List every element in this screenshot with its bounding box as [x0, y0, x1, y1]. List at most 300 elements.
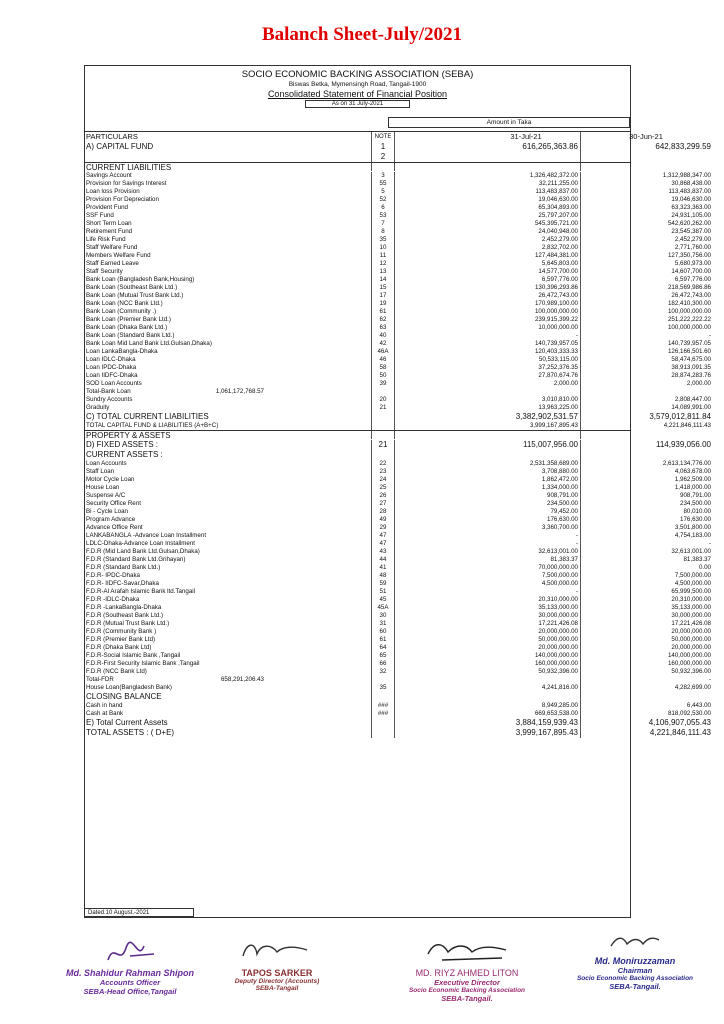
table-row: [84, 324, 711, 332]
row-jul-value: 2,832,702.00: [541, 244, 578, 251]
row-particular: Loan Accounts: [86, 460, 127, 467]
row-note: 49: [371, 516, 395, 524]
row-particular: Advance Office Rent: [86, 524, 143, 531]
row-particular: Bank Loan (Community .): [86, 308, 157, 315]
table-row: [84, 572, 711, 580]
row-jul-value: 908,791.00: [547, 492, 578, 499]
row-jun-value: 642,833,299.59: [580, 142, 711, 152]
row-jun-value: 2,771,760.00: [580, 244, 711, 252]
row-particular: Motor Cycle Loan: [86, 476, 135, 483]
row-jun-value: 50,932,396.00: [580, 668, 711, 676]
table-row: [84, 440, 711, 450]
row-particular: Bank Loan Mid Land Bank Ltd.Gulsan,Dhaka): [86, 340, 212, 347]
table-row: [84, 508, 711, 516]
org-address: Biswas Betka, Mymensingh Road, Tangail-1900: [288, 81, 427, 88]
signer-title: Accounts Officer: [99, 978, 161, 987]
table-row: [84, 316, 711, 324]
row-particular: D) FIXED ASSETS :: [86, 440, 159, 449]
table-row: [84, 308, 711, 316]
table-row: [84, 236, 711, 244]
handwritten-signature-icon: [422, 938, 512, 968]
row-particular: PROPERTY & ASSETS: [86, 431, 171, 440]
row-jul-value: -: [575, 540, 578, 547]
row-jul-value: 616,265,363.86: [522, 142, 578, 151]
as-on-date: As on 31 July-2021: [305, 100, 410, 108]
row-note: 11: [371, 252, 395, 260]
row-note: 35: [371, 684, 395, 692]
row-jun-value: 80,010.00: [580, 508, 711, 516]
row-jun-value: 542,620,262.00: [580, 220, 711, 228]
row-note: 55: [371, 180, 395, 188]
table-row: [84, 588, 711, 596]
row-particular: Staff Security: [86, 268, 123, 275]
row-particular: F.D.R -LankaBangla-Dhaka: [86, 604, 162, 611]
signer-place-2: SEBA-Tangail.: [441, 994, 493, 1003]
table-row: [84, 476, 711, 484]
row-note: 44: [371, 556, 395, 564]
row-particular: F.D.R-First Security Islamic Bank ,Tangail: [86, 660, 200, 667]
row-particular: Graduity: [86, 404, 110, 411]
row-particular: Program Advance: [86, 516, 136, 523]
row-note: 59: [371, 580, 395, 588]
table-row: [84, 300, 711, 308]
table-row: [84, 204, 711, 212]
table-row: [84, 276, 711, 284]
row-jul-value: 6,597,776.00: [541, 276, 578, 283]
statement-title: Consolidated Statement of Financial Position: [267, 89, 448, 99]
row-jun-value: 35,133,000.00: [580, 604, 711, 612]
table-row: [84, 348, 711, 356]
row-jun-value: [580, 692, 711, 702]
table-row: [84, 220, 711, 228]
row-jun-value: 2,613,134,776.00: [580, 460, 711, 468]
table-row: [84, 172, 711, 180]
row-particular: CURRENT ASSETS :: [86, 450, 163, 459]
row-jul-value: 669,653,538.00: [534, 710, 578, 717]
row-jun-value: 140,000,000.00: [580, 652, 711, 660]
row-particular: F.D.R (Community Bank ): [86, 628, 157, 635]
row-particular: Loan loss Provision: [86, 188, 140, 195]
row-jul-value: 115,007,956.00: [522, 440, 578, 449]
row-note: 21: [371, 404, 395, 412]
table-row: [84, 450, 631, 460]
table-row: [84, 692, 631, 702]
row-jul-value: 1,326,482,372.00: [529, 172, 578, 179]
row-jun-value: 20,000,000.00: [580, 644, 711, 652]
row-jul-value: 3,360,700.00: [541, 524, 578, 531]
row-note: [371, 718, 395, 728]
row-note: 41: [371, 564, 395, 572]
row-jun-value: 28,874,283.76: [580, 372, 711, 380]
row-note: 64: [371, 644, 395, 652]
row-jun-value: 2,452,279.00: [580, 236, 711, 244]
row-jun-value: 4,282,699.00: [580, 684, 711, 692]
row-note: 60: [371, 628, 395, 636]
signer-place: SEBA-Tangail: [255, 985, 299, 992]
row-note: [371, 412, 395, 422]
row-jul-value: 32,613,001.00: [538, 548, 578, 555]
table-row: [84, 292, 711, 300]
row-particular: House Loan(Bangladesh Bank): [86, 684, 172, 691]
table-row: [84, 142, 711, 152]
row-particular: F.D.R (Mutual Trust Bank Ltd.): [86, 620, 170, 627]
row-note: 12: [371, 260, 395, 268]
row-particular: Loan IPDC-Dhaka: [86, 364, 137, 371]
row-jun-value: 4,754,183.00: [580, 532, 711, 540]
table-row: [84, 492, 711, 500]
row-jul-value: 50,533,115.00: [538, 356, 578, 363]
row-jul-value: 1,334,000.00: [541, 484, 578, 491]
row-jul-value: 5,645,803.00: [541, 260, 578, 267]
row-jun-value: 1,418,000.00: [580, 484, 711, 492]
row-jul-value: 50,000,000.00: [538, 636, 578, 643]
row-jul-value: -: [575, 588, 578, 595]
row-jun-value: 81,383.37: [580, 556, 711, 564]
row-note: 6: [371, 204, 395, 212]
row-jun-value: 38,913,091.35: [580, 364, 711, 372]
row-jul-value: 3,010,810.00: [541, 396, 578, 403]
row-jul-value: 20,000,000.00: [538, 644, 578, 651]
row-particular: Staff Loan: [86, 468, 115, 475]
row-particular: F.D.R (NCC Bank Ltd): [86, 668, 147, 675]
row-note: 30: [371, 612, 395, 620]
table-row: [84, 644, 711, 652]
row-jul-value: 65,304,893.00: [538, 204, 578, 211]
row-particular: Provision for Savings Interest: [86, 180, 167, 187]
row-particular: TOTAL CAPITAL FUND & LIABILITIES (A+B+C): [86, 422, 219, 429]
row-jun-value: 24,931,105.00: [580, 212, 711, 220]
row-jul-value: 140,000,000.00: [534, 652, 578, 659]
row-particular: SSF Fund: [86, 212, 114, 219]
signer-name: Md. Shahidur Rahman Shipon: [66, 968, 194, 978]
row-particular: Staff Welfare Fund: [86, 244, 138, 251]
row-note: 13: [371, 268, 395, 276]
row-subtotal: 658,291,206.43: [220, 676, 264, 683]
table-row: [84, 404, 711, 412]
row-jun-value: 65,999,500.00: [580, 588, 711, 596]
row-jul-value: 127,484,381.00: [534, 252, 578, 259]
row-note: 20: [371, 396, 395, 404]
row-jun-value: 182,410,300.00: [580, 300, 711, 308]
row-jul-value: 25,797,207.00: [538, 212, 578, 219]
row-jun-value: 100,000,000.00: [580, 308, 711, 316]
handwritten-signature-icon: [100, 938, 160, 968]
table-row: [84, 252, 711, 260]
table-row: [84, 620, 711, 628]
row-note: 23: [371, 468, 395, 476]
row-jul-value: 37,252,376.35: [538, 364, 578, 371]
table-row: [84, 152, 631, 162]
table-row: [84, 188, 711, 196]
table-row: [84, 532, 711, 540]
row-jun-value: [580, 388, 711, 396]
row-particular: E) Total Current Assets: [86, 718, 168, 727]
handwritten-signature-icon: [605, 930, 665, 956]
row-particular: TOTAL ASSETS : ( D+E): [86, 728, 175, 737]
row-note: 8: [371, 228, 395, 236]
table-row: [84, 268, 711, 276]
row-note: 15: [371, 284, 395, 292]
row-note: 39: [371, 380, 395, 388]
row-particular: F.D.R (Southeast Bank Ltd.): [86, 612, 164, 619]
row-particular: Bank Loan (Bangladesh Bank,Housing): [86, 276, 195, 283]
signature-chairman: [560, 930, 710, 991]
row-jul-value: 79,452.00: [550, 508, 578, 515]
table-row: [84, 340, 711, 348]
row-note: 3: [371, 172, 395, 180]
col-particulars: PARTICULARS: [86, 132, 138, 141]
row-jun-value: 17,221,426.08: [580, 620, 711, 628]
row-jul-value: 4,500,000.00: [541, 580, 578, 587]
signer-title: Deputy Director (Accounts): [234, 978, 320, 985]
row-particular: House Loan: [86, 484, 120, 491]
row-jul-value: 3,708,880.00: [541, 468, 578, 475]
row-note: 10: [371, 244, 395, 252]
row-subtotal: 1,061,172,768.57: [215, 388, 264, 395]
row-note: 19: [371, 300, 395, 308]
row-particular: Bank Loan (Southeast Bank Ltd.): [86, 284, 178, 291]
signer-place: Socio Economic Backing Association: [576, 975, 694, 982]
row-note: 35: [371, 236, 395, 244]
row-note: 53: [371, 212, 395, 220]
row-note: 2: [371, 152, 395, 162]
row-particular: Bank Loan (Mutual Trust Bank Ltd.): [86, 292, 184, 299]
row-jul-value: 170,989,100.00: [534, 300, 578, 307]
row-jun-value: 4,221,846,111.43: [580, 728, 711, 738]
table-row: [84, 636, 711, 644]
signature-deputy-director: [222, 938, 332, 992]
table-row: [84, 196, 711, 204]
col-note: NOTE: [371, 132, 395, 142]
row-jun-value: 114,939,056.00: [580, 440, 711, 450]
row-particular: Life Risk Fund: [86, 236, 126, 243]
row-jun-value: 5,680,973.00: [580, 260, 711, 268]
row-jun-value: 6,443.00: [580, 702, 711, 710]
row-jul-value: 140,739,957.05: [534, 340, 578, 347]
row-particular: F.D.R-Al Arafah Islamic Bank ltd.Tangail: [86, 588, 196, 595]
table-row: [84, 604, 711, 612]
handwritten-signature-icon: [237, 938, 317, 968]
table-row: [84, 460, 711, 468]
row-jun-value: 4,500,000.00: [580, 580, 711, 588]
row-jun-value: 6,597,776.00: [580, 276, 711, 284]
table-row: [84, 718, 711, 728]
row-note: 28: [371, 508, 395, 516]
row-note: 47: [371, 540, 395, 548]
row-note: ###: [371, 702, 395, 710]
row-note: ###: [371, 710, 395, 718]
row-note: 17: [371, 292, 395, 300]
row-jul-value: 130,396,293.86: [534, 284, 578, 291]
row-particular: F.D.R- IIDFC-Savar,Dhaka: [86, 580, 159, 587]
row-jul-value: 14,577,700.00: [538, 268, 578, 275]
row-note: 51: [371, 588, 395, 596]
table-row: [84, 728, 711, 738]
signer-name: TAPOS SARKER: [241, 968, 313, 978]
table-row: [84, 524, 711, 532]
org-name: SOCIO ECONOMIC BACKING ASSOCIATION (SEBA): [241, 69, 474, 80]
table-row: [84, 228, 711, 236]
row-jun-value: 4,063,678.00: [580, 468, 711, 476]
table-row: [84, 212, 711, 220]
row-particular: Provident Fund: [86, 204, 128, 211]
row-jun-value: 100,000,000.00: [580, 324, 711, 332]
row-particular: Bank Loan (Premier Bank Ltd.): [86, 316, 171, 323]
signer-place: Socio Economic Backing Association: [408, 987, 526, 994]
row-jun-value: 1,312,988,347.00: [580, 172, 711, 180]
row-jul-value: 3,999,167,895.43: [515, 728, 578, 737]
page-title: Balanch Sheet-July/2021: [261, 24, 463, 45]
row-jun-value: 58,474,675.00: [580, 356, 711, 364]
row-jun-value: 127,350,756.00: [580, 252, 711, 260]
table-row: [84, 652, 711, 660]
row-particular: Loan IDLC-Dhaka: [86, 356, 136, 363]
row-note: 48: [371, 572, 395, 580]
row-note: [371, 163, 395, 171]
row-jun-value: -: [580, 676, 711, 684]
row-particular: F.D.R-Social Islamic Bank ,Tangail: [86, 652, 181, 659]
row-particular: Staff Earned Leave: [86, 260, 139, 267]
row-note: 62: [371, 316, 395, 324]
row-particular: Suspense A/C: [86, 492, 126, 499]
signer-name: MD. RIYZ AHMED LITON: [415, 968, 519, 978]
table-row: [84, 702, 711, 710]
row-particular: F.D.R- IPDC-Dhaka: [86, 572, 140, 579]
row-jun-value: 126,166,501.60: [580, 348, 711, 356]
row-note: 58: [371, 364, 395, 372]
row-particular: Bank Loan (Standard Bank Ltd.): [86, 332, 175, 339]
row-jun-value: 2,000.00: [580, 380, 711, 388]
row-note: 65: [371, 652, 395, 660]
row-note: 63: [371, 324, 395, 332]
row-jul-value: 113,483,837.00: [535, 188, 578, 195]
row-note: 5: [371, 188, 395, 196]
row-jun-value: 176,630.00: [580, 516, 711, 524]
row-particular: A) CAPITAL FUND: [86, 142, 154, 151]
table-row: [84, 260, 711, 268]
row-jul-value: 10,000,000.00: [538, 324, 578, 331]
row-note: 29: [371, 524, 395, 532]
table-row: [84, 500, 711, 508]
row-jul-value: 160,000,000.00: [534, 660, 578, 667]
row-jul-value: 100,000,000.00: [534, 308, 578, 315]
table-row: [84, 422, 711, 430]
table-row: [84, 660, 711, 668]
row-jun-value: 4,221,846,111.43: [580, 422, 711, 430]
table-row: [84, 468, 711, 476]
row-note: [371, 676, 395, 684]
row-jul-value: 20,000,000.00: [538, 628, 578, 635]
row-particular: F.D.R -IDLC-Dhaka: [86, 596, 140, 603]
row-jun-value: 113,483,837.00: [580, 188, 711, 196]
row-jun-value: [580, 431, 711, 439]
row-note: 46A: [371, 348, 395, 356]
table-row: [84, 372, 711, 380]
row-jul-value: 81,383.37: [550, 556, 578, 563]
row-particular: Provision For Depreciation: [86, 196, 159, 203]
table-row: [84, 380, 711, 388]
row-jul-value: -: [575, 332, 578, 339]
row-particular: Total-FDR: [86, 676, 114, 683]
row-note: [371, 728, 395, 738]
row-jul-value: 30,000,000.00: [538, 612, 578, 619]
row-note: [371, 692, 395, 702]
table-row: [84, 628, 711, 636]
dated-label: Dated.10 August.-2021: [84, 908, 194, 917]
row-particular: Retirement Fund: [86, 228, 133, 235]
row-note: 52: [371, 196, 395, 204]
row-note: 40: [371, 332, 395, 340]
row-jul-value: 8,949,285.00: [541, 702, 578, 709]
table-row: [84, 548, 711, 556]
row-particular: Sundry Accounts: [86, 396, 133, 403]
row-note: 22: [371, 460, 395, 468]
row-jun-value: 818,092,530.00: [580, 710, 711, 718]
row-note: 24: [371, 476, 395, 484]
row-particular: C) TOTAL CURRENT LIABILITIES: [86, 412, 209, 421]
row-note: [371, 422, 395, 430]
row-jun-value: -: [580, 540, 711, 548]
row-jun-value: 30,868,438.00: [580, 180, 711, 188]
signer-place: SEBA-Head Office,Tangail: [83, 987, 177, 996]
row-jun-value: -: [580, 332, 711, 340]
row-jun-value: 3,501,800.00: [580, 524, 711, 532]
signer-title: Executive Director: [434, 978, 500, 987]
col-jul: 31-Jul-21: [510, 132, 542, 141]
row-particular: Security Office Rent: [86, 500, 141, 507]
row-jul-value: 239,915,399.22: [534, 316, 578, 323]
row-note: 26: [371, 492, 395, 500]
table-row: [84, 668, 711, 676]
row-particular: Cash in hand: [86, 702, 123, 709]
table-row: [84, 676, 711, 684]
row-particular: F.D.R (Dhaka Bank Ltd): [86, 644, 152, 651]
signature-accounts-officer: [55, 938, 205, 996]
row-particular: CURRENT LIABILITIES: [86, 163, 172, 172]
row-jul-value: 2,000.00: [553, 380, 578, 387]
row-particular: Bank Loan (NCC Bank Ltd.): [86, 300, 163, 307]
row-jul-value: 50,932,396.00: [538, 668, 578, 675]
signer-name: Md. Moniruzzaman: [594, 956, 676, 966]
row-note: [371, 431, 395, 439]
row-particular: F.D.R (Premier Bank Ltd): [86, 636, 156, 643]
row-note: 61: [371, 308, 395, 316]
table-header: [84, 131, 663, 142]
row-particular: Cash at Bank: [86, 710, 124, 717]
row-jun-value: 1,962,509.00: [580, 476, 711, 484]
row-jun-value: [580, 450, 711, 460]
row-jul-value: 70,000,000.00: [538, 564, 578, 571]
row-jun-value: 14,607,700.00: [580, 268, 711, 276]
table-row: [84, 580, 711, 588]
row-jul-value: 120,403,333.33: [534, 348, 578, 355]
table-row: [84, 612, 711, 620]
row-note: 47: [371, 532, 395, 540]
row-particular: Savings Account: [86, 172, 132, 179]
row-particular: Total-Bank Loan: [86, 388, 131, 395]
row-jul-value: 7,500,000.00: [541, 572, 578, 579]
row-particular: Short Term Loan: [86, 220, 132, 227]
row-jul-value: 19,046,630.00: [538, 196, 578, 203]
row-jun-value: [580, 152, 711, 162]
row-note: 43: [371, 548, 395, 556]
row-particular: Members Welfare Fund: [86, 252, 151, 259]
row-note: 31: [371, 620, 395, 628]
row-jul-value: 35,133,000.00: [538, 604, 578, 611]
row-jun-value: 160,000,000.00: [580, 660, 711, 668]
row-particular: F.D.R (Standard Bank Ltd.): [86, 564, 161, 571]
row-jun-value: 14,089,991.00: [580, 404, 711, 412]
